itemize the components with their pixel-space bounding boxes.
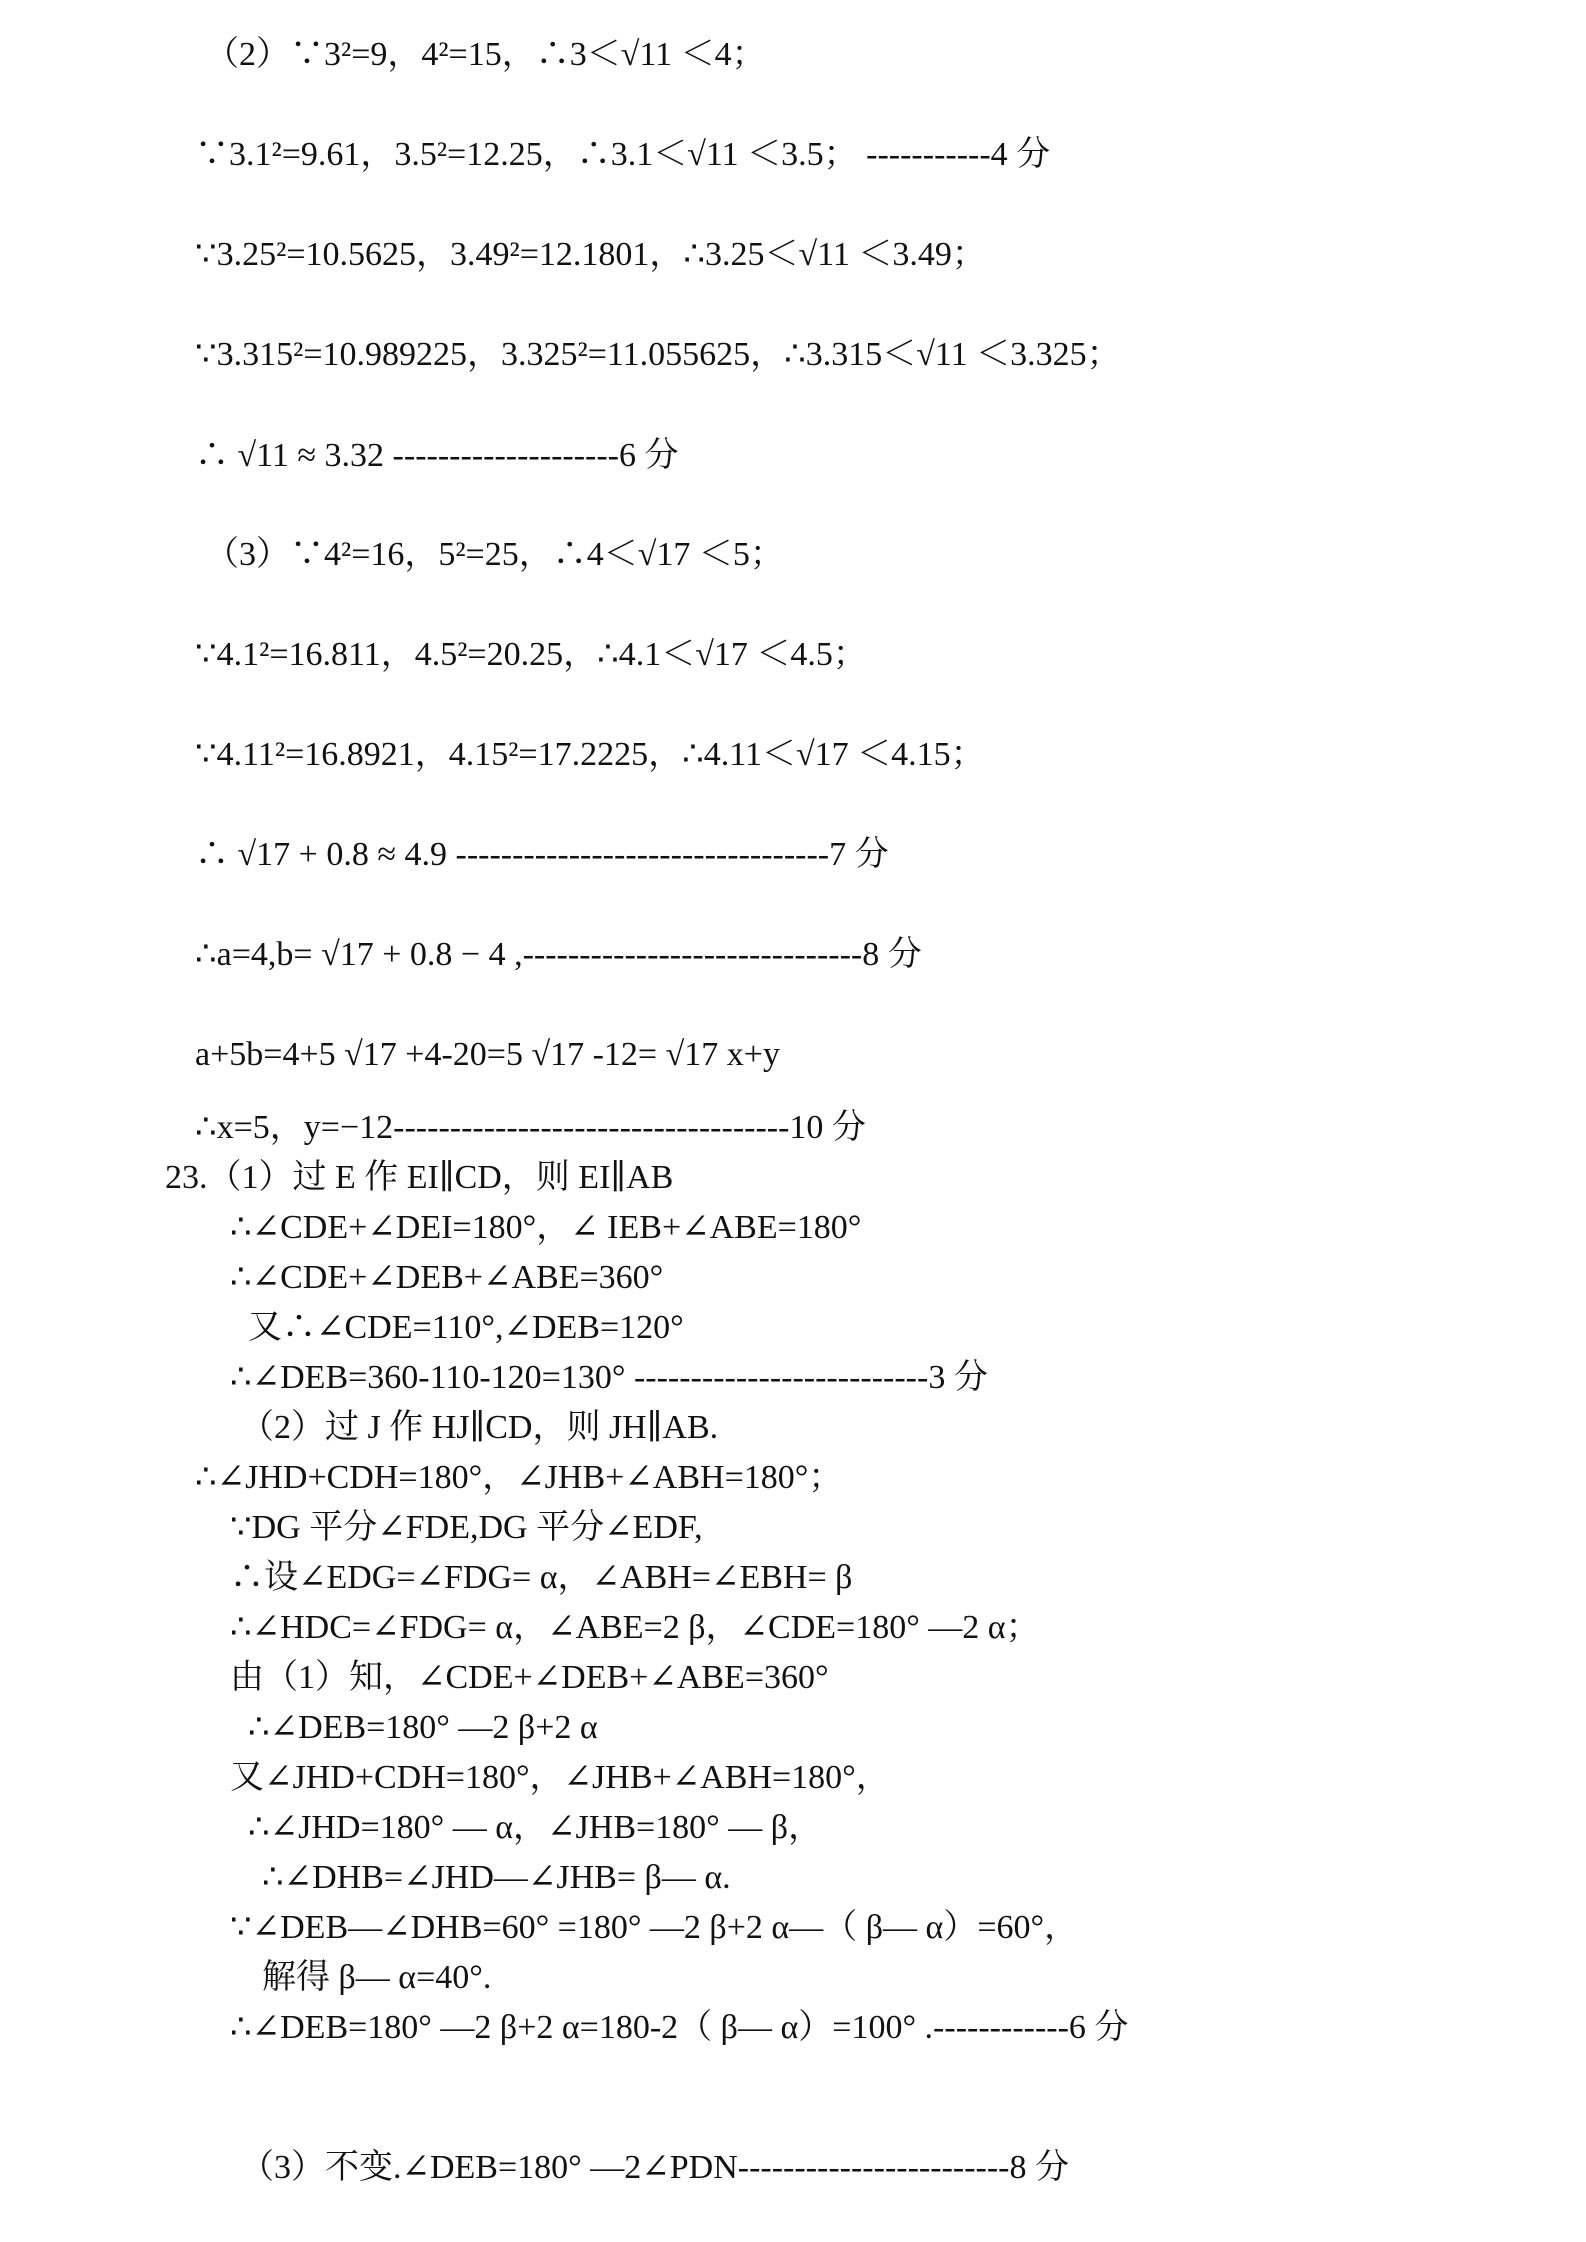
part3-line-2: ∵4.1²=16.811，4.5²=20.25，∴4.1＜√17 ＜4.5； xyxy=(195,636,867,673)
part3-line-6: a+5b=4+5 √17 +4-20=5 √17 -12= √17 x+y xyxy=(195,1036,780,1073)
q23-line-7: ∴∠JHD+CDH=180°，∠JHB+∠ABH=180°； xyxy=(195,1459,843,1496)
q23-part3-line: （3）不变.∠DEB=180° —2∠PDN------------------------8 分 xyxy=(240,2149,1069,2186)
part2-line-5: ∴ √11 ≈ 3.32 --------------------6 分 xyxy=(195,437,679,474)
q23-line-10: ∴∠HDC=∠FDG= α，∠ABE=2 β，∠CDE=180° —2 α； xyxy=(230,1609,1040,1646)
q23-line-4: 又∴∠CDE=110°,∠DEB=120° xyxy=(248,1309,684,1346)
q23-line-2: ∴∠CDE+∠DEI=180°，∠ IEB+∠ABE=180° xyxy=(230,1209,862,1246)
q23-line-11: 由（1）知，∠CDE+∠DEB+∠ABE=360° xyxy=(230,1659,829,1696)
q23-line-13: 又∠JHD+CDH=180°，∠JHB+∠ABH=180°， xyxy=(230,1759,890,1796)
part3-line-7: ∴x=5，y=−12-----------------------------------10 分 xyxy=(195,1109,866,1146)
part2-line-2: ∵3.1²=9.61，3.5²=12.25，∴3.1＜√11 ＜3.5； -----------4 分 xyxy=(195,136,1051,173)
part3-line-5: ∴a=4,b= √17 + 0.8 − 4 ,------------------------------8 分 xyxy=(195,936,922,973)
q23-line-15: ∴∠DHB=∠JHD—∠JHB= β— α. xyxy=(262,1859,731,1896)
q23-line-14: ∴∠JHD=180° — α，∠JHB=180° — β， xyxy=(248,1809,823,1846)
q23-line-1: 23.（1）过 E 作 EI∥CD，则 EI∥AB xyxy=(165,1159,674,1196)
q23-line-3: ∴∠CDE+∠DEB+∠ABE=360° xyxy=(230,1259,664,1296)
part2-line-3: ∵3.25²=10.5625，3.49²=12.1801，∴3.25＜√11 ＜3.49； xyxy=(195,236,986,273)
q23-line-9: ∴设∠EDG=∠FDG= α，∠ABH=∠EBH= β xyxy=(230,1559,853,1596)
part2-line-1: （2）∵3²=9，4²=15，∴3＜√11 ＜4； xyxy=(205,36,766,73)
q23-line-18: ∴∠DEB=180° —2 β+2 α=180-2（ β— α）=100° .------------6 分 xyxy=(230,2009,1129,2046)
part3-line-3: ∵4.11²=16.8921，4.15²=17.2225，∴4.11＜√17 ＜4.15； xyxy=(195,736,985,773)
q23-line-8: ∵DG 平分∠FDE,DG 平分∠EDF, xyxy=(230,1509,703,1546)
q23-line-17: 解得 β— α=40°. xyxy=(262,1959,492,1996)
q23-line-5: ∴∠DEB=360-110-120=130° --------------------------3 分 xyxy=(230,1359,988,1396)
q23-line-12: ∴∠DEB=180° —2 β+2 α xyxy=(248,1709,598,1746)
part3-line-1: （3）∵4²=16，5²=25，∴4＜√17 ＜5； xyxy=(205,536,784,573)
q23-line-16: ∵∠DEB—∠DHB=60° =180° —2 β+2 α—（ β— α）=60°， xyxy=(230,1909,1079,1946)
q23-line-6: （2）过 J 作 HJ∥CD，则 JH∥AB. xyxy=(240,1409,719,1446)
part2-line-4: ∵3.315²=10.989225，3.325²=11.055625，∴3.315＜√11 ＜3.325； xyxy=(195,336,1121,373)
part3-line-4: ∴ √17 + 0.8 ≈ 4.9 ---------------------------------7 分 xyxy=(195,836,889,873)
